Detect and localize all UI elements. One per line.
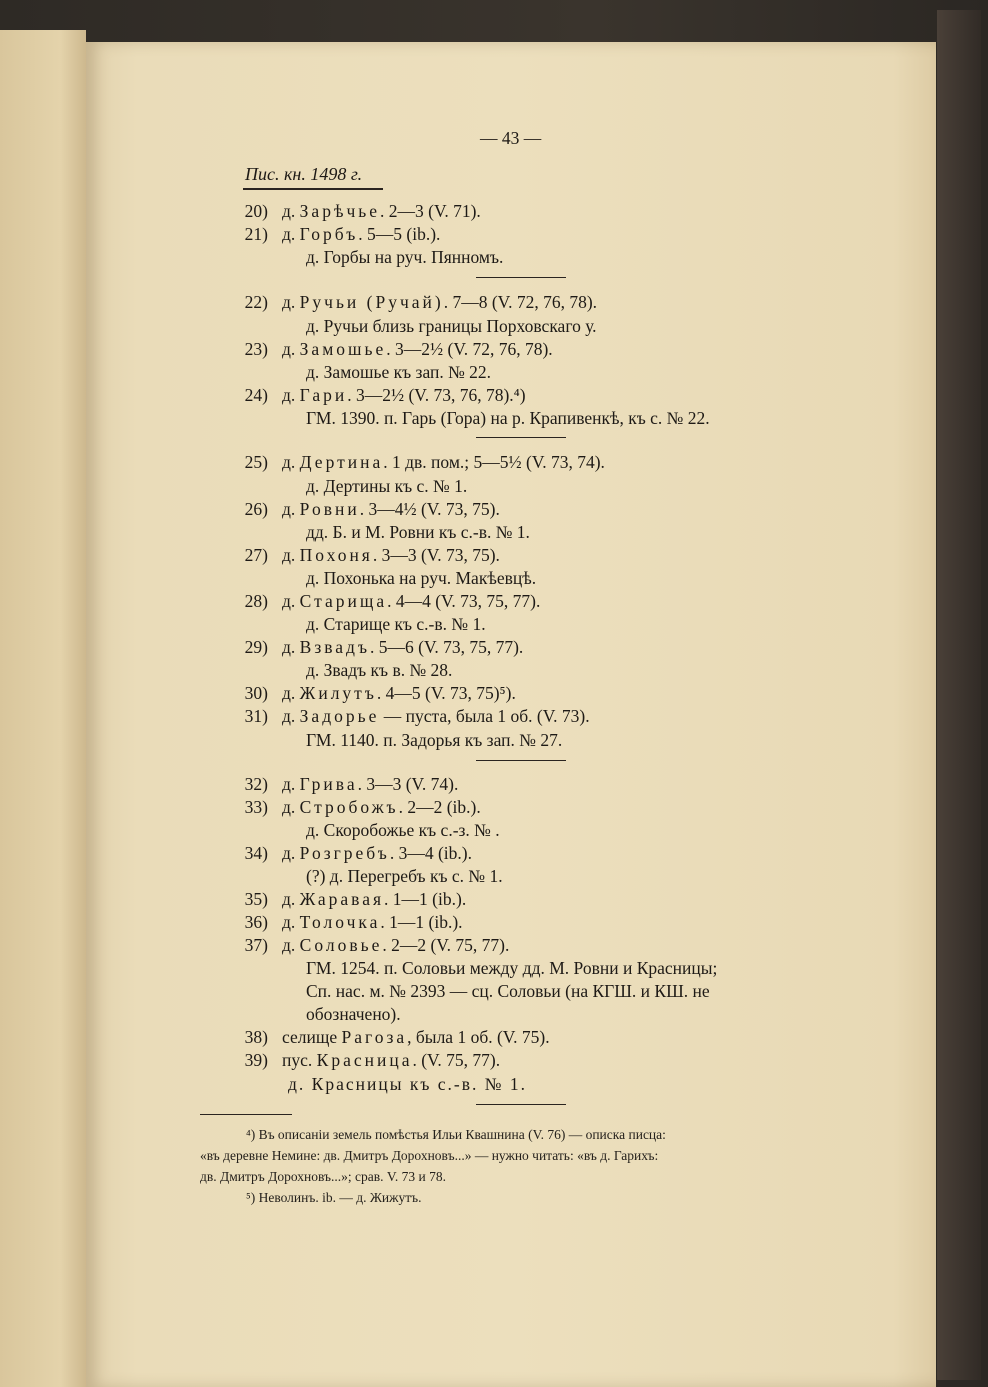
entry-name: Ручьи (Ручай)	[299, 292, 444, 312]
entry-text	[282, 385, 526, 406]
entry-text	[282, 683, 516, 704]
entry-rest: . 4—4 (V. 73, 75, 77).	[387, 591, 541, 611]
entry-note: д. Ручьи близь границы Порховскаго у.	[306, 316, 597, 336]
entry-note: ГМ. 1254. п. Соловьи между дд. М. Ровни и Красницы;	[306, 958, 718, 978]
entry-number: 29)	[244, 637, 268, 657]
entry-note: д. Старище къ с.-в. № 1.	[306, 614, 486, 634]
entry-name: Дертина	[299, 452, 384, 472]
entry-prefix: д.	[282, 201, 300, 221]
entry-text	[282, 935, 509, 956]
entry-name: Задорье	[299, 706, 380, 726]
section-divider	[476, 437, 566, 438]
entry-number: 39)	[244, 1050, 268, 1070]
entry-rest: . 3—2½ (V. 72, 76, 78).	[386, 339, 553, 359]
entry-rest: . 3—2½ (V. 73, 76, 78).⁴)	[347, 385, 526, 405]
entry-rest: . 5—5 (ib.).	[358, 224, 441, 244]
entry-note: д. Звадъ къ в. № 28.	[306, 660, 453, 680]
footnote-line: ⁴) Въ описаніи земель помѣстья Ильи Квашнина (V. 76) — описка писца:	[246, 1127, 666, 1142]
entry-text	[282, 545, 500, 566]
entry-number: 30)	[244, 683, 268, 703]
entry-note: (?) д. Перегребъ къ с. № 1.	[306, 866, 503, 886]
section-divider	[476, 760, 566, 761]
entry-text	[282, 637, 523, 658]
entry-rest: . 3—3 (V. 73, 75).	[372, 545, 500, 565]
entry-text	[282, 452, 605, 473]
entry-prefix: д.	[282, 683, 300, 703]
entry-name: Грива	[299, 774, 358, 794]
footnote-line: «въ деревне Немине: дв. Дмитръ Дорохновъ...» — нужно читать: «въ д. Гарихъ:	[200, 1148, 659, 1163]
entry-rest: . 2—2 (ib.).	[398, 797, 481, 817]
entry-rest: , была 1 об. (V. 75).	[407, 1027, 550, 1047]
entry-number: 34)	[244, 843, 268, 863]
entry-name: Замошье	[299, 339, 387, 359]
section-divider	[476, 277, 566, 278]
entry-name: Красница	[316, 1050, 413, 1070]
entry-prefix: селище	[282, 1027, 342, 1047]
entry-text	[282, 797, 481, 818]
entry-text	[282, 843, 472, 864]
entry-prefix: д.	[282, 912, 300, 932]
entry-name: Стробожъ	[299, 797, 399, 817]
entry-name: Ровни	[299, 499, 360, 519]
entry-rest: . 3—4 (ib.).	[389, 843, 472, 863]
entry-name: Гари	[299, 385, 348, 405]
entry-number: 37)	[244, 935, 268, 955]
entry-text	[282, 499, 500, 520]
entry-number: 36)	[244, 912, 268, 932]
entry-text	[282, 591, 540, 612]
cover-edge	[937, 10, 981, 1380]
entry-name: Жилутъ	[299, 683, 377, 703]
entry-name: Похоня	[299, 545, 373, 565]
entry-note: д. Скоробожье къ с.-з. № .	[306, 820, 500, 840]
entry-note: д. Дертины къ с. № 1.	[306, 476, 468, 496]
entry-text	[282, 1050, 500, 1071]
entry-prefix: д.	[282, 797, 300, 817]
entry-rest: . 2—2 (V. 75, 77).	[382, 935, 510, 955]
entry-text	[282, 339, 553, 360]
entry-prefix: д.	[282, 385, 300, 405]
entry-number: 33)	[244, 797, 268, 817]
entry-rest: . 3—3 (V. 74).	[357, 774, 459, 794]
entry-rest: . 7—8 (V. 72, 76, 78).	[443, 292, 598, 312]
entry-name: Розгребъ	[299, 843, 390, 863]
entry-number: 26)	[244, 499, 268, 519]
entry-rest: . 2—3 (V. 71).	[380, 201, 481, 221]
entry-prefix: д.	[282, 843, 300, 863]
book-page	[86, 42, 936, 1387]
entry-prefix: д.	[282, 637, 300, 657]
entry-text	[282, 224, 440, 245]
entry-name: Старища	[299, 591, 388, 611]
entry-rest: . 3—4½ (V. 73, 75).	[359, 499, 500, 519]
entry-note: д. Похонька на руч. Макѣевцѣ.	[306, 568, 537, 588]
entry-number: 20)	[244, 201, 268, 221]
entry-note: д. Горбы на руч. Пянномъ.	[306, 247, 504, 267]
footnote-line: дв. Дмитръ Дорохновъ...»; срав. V. 73 и 78.	[200, 1169, 446, 1184]
entry-note: д. Красницы къ с.-в. № 1.	[288, 1074, 527, 1094]
entry-prefix: д.	[282, 774, 300, 794]
entry-prefix: д.	[282, 452, 300, 472]
entry-note: Сп. нас. м. № 2393 — сц. Соловьи (на КГШ. и КШ. не	[306, 981, 710, 1001]
entry-text	[282, 201, 481, 222]
entry-text	[282, 292, 597, 313]
entry-prefix: д.	[282, 935, 300, 955]
entry-prefix: д.	[282, 339, 300, 359]
entry-prefix: д.	[282, 499, 300, 519]
entry-rest: . 4—5 (V. 73, 75)⁵).	[376, 683, 516, 703]
entry-prefix: д.	[282, 591, 300, 611]
running-head-rule	[243, 188, 383, 190]
entry-number: 21)	[244, 224, 268, 244]
entry-note: ГМ. 1140. п. Задорья къ зап. № 27.	[306, 730, 563, 750]
entry-name: Рагоза	[341, 1027, 408, 1047]
entry-text	[282, 912, 463, 933]
entry-text	[282, 889, 466, 910]
entry-name: Взвадъ	[299, 637, 370, 657]
entry-note: обозначено).	[306, 1004, 401, 1024]
entry-prefix: д.	[282, 545, 300, 565]
section-divider	[476, 1104, 566, 1105]
entry-number: 27)	[244, 545, 268, 565]
entry-note: ГМ. 1390. п. Гарь (Гора) на р. Крапивенкѣ, къ с. № 22.	[306, 408, 710, 428]
entry-note: д. Замошье къ зап. № 22.	[306, 362, 492, 382]
entry-prefix: д.	[282, 706, 300, 726]
entry-number: 22)	[244, 292, 268, 312]
entry-number: 25)	[244, 452, 268, 472]
entry-number: 24)	[244, 385, 268, 405]
entry-text	[282, 1027, 550, 1048]
entry-number: 31)	[244, 706, 268, 726]
entry-number: 28)	[244, 591, 268, 611]
entry-note: дд. Б. и М. Ровни къ с.-в. № 1.	[306, 522, 530, 542]
entry-rest: . 1—1 (ib.).	[384, 889, 467, 909]
entry-text	[282, 706, 590, 727]
entry-number: 35)	[244, 889, 268, 909]
entry-rest: — пуста, была 1 об. (V. 73).	[379, 706, 590, 726]
entry-prefix: д.	[282, 292, 300, 312]
entry-number: 32)	[244, 774, 268, 794]
page-number: — 43 —	[480, 128, 542, 148]
entry-name: Зарѣчье	[299, 201, 380, 221]
footnote-line: ⁵) Неволинъ. ib. — д. Жижутъ.	[246, 1190, 422, 1205]
left-page	[0, 30, 86, 1387]
entry-name: Жаравая	[299, 889, 385, 909]
entry-rest: . 5—6 (V. 73, 75, 77).	[370, 637, 524, 657]
entry-name: Толочка	[299, 912, 381, 932]
entry-prefix: д.	[282, 224, 300, 244]
entry-text	[282, 774, 458, 795]
entry-rest: . 1 дв. пом.; 5—5½ (V. 73, 74).	[383, 452, 605, 472]
entry-number: 38)	[244, 1027, 268, 1047]
entry-rest: . (V. 75, 77).	[412, 1050, 501, 1070]
entry-rest: . 1—1 (ib.).	[380, 912, 463, 932]
running-head: Пис. кн. 1498 г.	[245, 164, 363, 184]
entry-prefix: д.	[282, 889, 300, 909]
entry-name: Соловье	[299, 935, 383, 955]
entry-name: Горбъ	[299, 224, 359, 244]
footnote-rule	[200, 1114, 292, 1115]
entry-number: 23)	[244, 339, 268, 359]
entry-prefix: пус.	[282, 1050, 317, 1070]
